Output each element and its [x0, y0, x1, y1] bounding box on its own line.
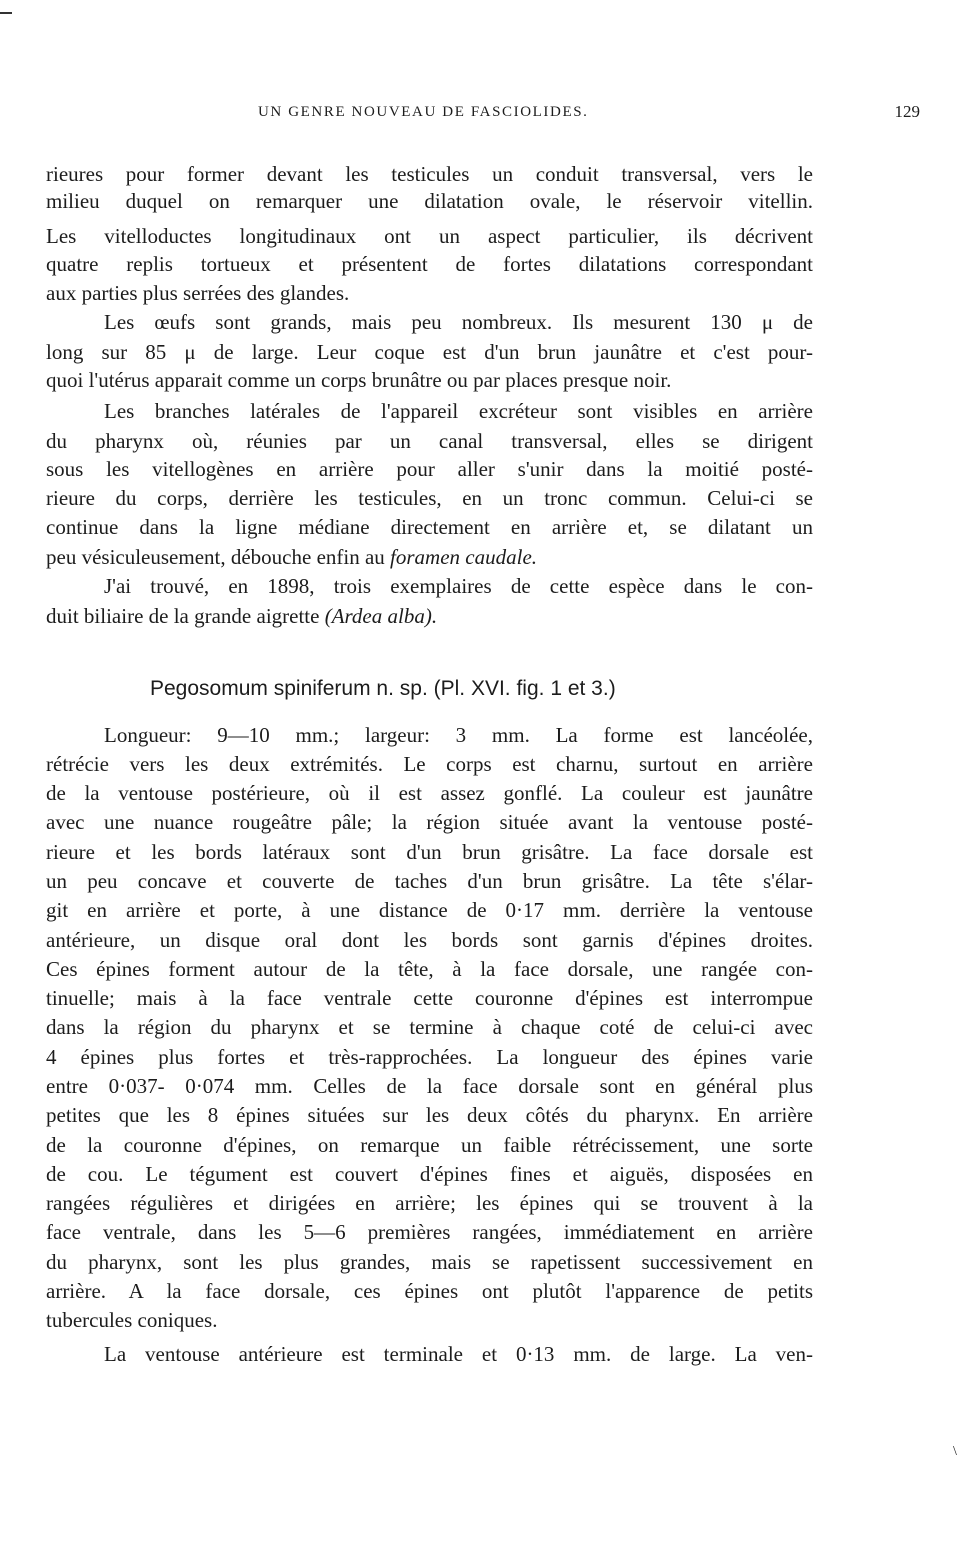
text-line: milieu duquel on remarquer une dilatation ovale, le réservoir vitellin.: [46, 189, 813, 213]
text-line: arrière. A la face dorsale, ces épines ont plutôt l'apparence de petits: [46, 1279, 813, 1303]
text-line: tinuelle; mais à la face ventrale cette couronne d'épines est interrompue: [46, 986, 813, 1010]
text-line: quoi l'utérus apparait comme un corps brunâtre ou par places presque noir.: [46, 368, 672, 392]
text-line: de la couronne d'épines, on remarque un faible rétrécissement, une sorte: [46, 1133, 813, 1157]
text-line: du pharynx, sont les plus grandes, mais se rapetissent successivement en: [46, 1250, 813, 1274]
text-line: rieure du corps, derrière les testicules, en un tronc commun. Celui-ci se: [46, 486, 813, 510]
text-line: Longueur: 9—10 mm.; largeur: 3 mm. La forme est lancéolée,: [104, 723, 813, 747]
italic-term: (Ardea alba).: [324, 604, 438, 628]
text-line: face ventrale, dans les 5—6 premières rangées, immédiatement en arrière: [46, 1220, 813, 1244]
text-line: du pharynx où, réunies par un canal transversal, elles se dirigent: [46, 429, 813, 453]
text-run: duit biliaire de la grande aigrette: [46, 604, 325, 628]
text-line: J'ai trouvé, en 1898, trois exemplaires de cette espèce dans le con-: [104, 574, 813, 598]
text-line: quatre replis tortueux et présentent de fortes dilatations correspondant: [46, 252, 813, 276]
text-line: rieure et les bords latéraux sont d'un brun grisâtre. La face dorsale est: [46, 840, 813, 864]
text-line: Les œufs sont grands, mais peu nombreux. Ils mesurent 130 μ de: [104, 310, 813, 334]
text-line: antérieure, un disque oral dont les bords sont garnis d'épines droites.: [46, 928, 813, 952]
text-line: continue dans la ligne médiane directement en arrière et, se dilatant un: [46, 515, 813, 539]
text-line: La ventouse antérieure est terminale et 0·13 mm. de large. La ven-: [104, 1342, 813, 1366]
scan-edge-mark: [0, 12, 12, 14]
text-line: 4 épines plus fortes et très-rapprochées. La longueur des épines varie: [46, 1045, 813, 1069]
text-line: [46, 603, 813, 629]
text-line: Ces épines forment autour de la tête, à la face dorsale, une rangée con-: [46, 957, 813, 981]
text-line: dans la région du pharynx et se termine à chaque coté de celui-ci avec: [46, 1015, 813, 1039]
text-line: git en arrière et porte, à une distance de 0·17 mm. derrière la ventouse: [46, 898, 813, 922]
page-number: 129: [894, 102, 920, 121]
text-line: rétrécie vers les deux extrémités. Le corps est charnu, surtout en arrière: [46, 752, 813, 776]
text-line: de la ventouse postérieure, où il est assez gonflé. La couleur est jaunâtre: [46, 781, 813, 805]
text-line: Les vitelloductes longitudinaux ont un aspect particulier, ils décrivent: [46, 224, 813, 248]
text-run: peu vésiculeusement, débouche enfin au: [46, 545, 391, 569]
text-line: long sur 85 μ de large. Leur coque est d'un brun jaunâtre et c'est pour-: [46, 340, 813, 364]
scan-speck: \: [953, 1444, 957, 1459]
species-heading: Pegosomum spiniferum n. sp. (Pl. XVI. fig. 1 et 3.): [150, 677, 616, 700]
text-line: petites que les 8 épines situées sur les deux côtés du pharynx. En arrière: [46, 1103, 813, 1127]
text-line: rangées régulières et dirigées en arrière; les épines qui se trouvent à la: [46, 1191, 813, 1215]
text-line: rieures pour former devant les testicules un conduit transversal, vers le: [46, 162, 813, 186]
text-line: [46, 544, 813, 570]
text-line: Les branches latérales de l'appareil excréteur sont visibles en arrière: [104, 399, 813, 423]
text-line: un peu concave et couverte de taches d'un brun grisâtre. La tête s'élar-: [46, 869, 813, 893]
text-line: avec une nuance rougeâtre pâle; la région située avant la ventouse posté-: [46, 810, 813, 834]
text-line: de cou. Le tégument est couvert d'épines fines et aiguës, disposées en: [46, 1162, 813, 1186]
text-line: aux parties plus serrées des glandes.: [46, 281, 350, 305]
text-line: tubercules coniques.: [46, 1308, 218, 1332]
running-head: UN GENRE NOUVEAU DE FASCIOLIDES.: [258, 104, 589, 120]
text-line: entre 0·037- 0·074 mm. Celles de la face dorsale sont en général plus: [46, 1074, 813, 1098]
italic-term: foramen caudale.: [390, 545, 538, 569]
text-line: sous les vitellogènes en arrière pour aller s'unir dans la moitié posté-: [46, 457, 813, 481]
